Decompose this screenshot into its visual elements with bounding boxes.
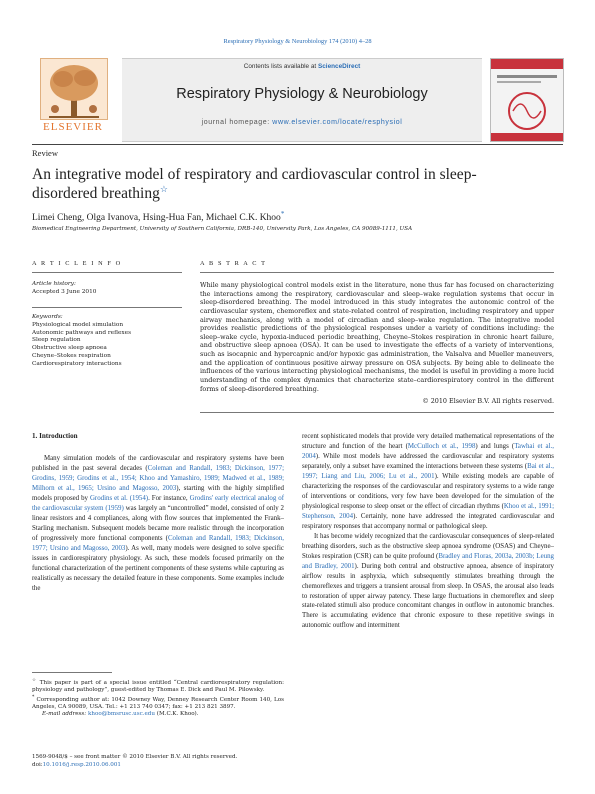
contents-line	[122, 63, 482, 70]
journal-masthead	[32, 58, 564, 142]
keyword-item: Autonomic pathways and reflexes	[32, 329, 132, 336]
copyright-line: © 2010 Elsevier B.V. All rights reserved.	[422, 397, 554, 406]
citation-link[interactable]: Tawhai et al., 2004	[302, 442, 554, 460]
article-title	[32, 165, 512, 204]
corresponding-author-mark[interactable]: *	[280, 210, 285, 218]
text-run: ), starting with the highly simplified models proposed by	[32, 484, 285, 502]
text-run: ). During both central and obstructive apnoea, absence of inspiratory airflow results in asphyxia, which subsequently stimulates breathing through the chemoreflexes and triggers a transient arousal from sleep. In OSAS, the arousal also leads to restoration of upper airway patency. These large fluctuations in chemoreflex and sleep state-related stimuli also produce concomitant changes in outflow in autonomic branches. There is accumulating evidence that chronic exposure to these repetitive swings in autonomic outflow and intermittent	[302, 562, 554, 630]
abstract-bottom-rule	[200, 412, 554, 413]
journal-title: Respiratory Physiology & Neurobiology	[176, 86, 428, 102]
footnotes	[32, 672, 284, 719]
elsevier-tree-icon	[40, 58, 108, 120]
email-label: E-mail address:	[42, 711, 88, 718]
citation-link[interactable]: Khoo et al., 1991; Stephenson, 2004	[302, 502, 554, 520]
text-run: ). Certainly, none have addressed the integrated cardiovascular and respiratory responses that accompany normal or pathological sleep.	[302, 512, 555, 530]
running-header[interactable]: Respiratory Physiology & Neurobiology 174 (2010) 4–28	[223, 38, 372, 45]
doi-line	[32, 762, 237, 770]
publisher-name: ELSEVIER	[43, 121, 103, 133]
citation-link[interactable]: Bai et al., 1997; Liang and Liu, 2006; Lu et al., 2001	[302, 462, 555, 480]
accepted-date: Accepted 3 June 2010	[32, 288, 97, 295]
section-heading: 1. Introduction	[32, 432, 78, 440]
keywords-rule	[32, 307, 182, 308]
homepage-line	[122, 119, 482, 126]
paragraph	[302, 532, 554, 632]
text-run: . For instance,	[148, 494, 190, 502]
article-info-panel	[32, 260, 182, 369]
citation-link[interactable]: Bradley and Floras, 2003a, 2003b; Leung and Bradley, 2001	[302, 552, 554, 570]
abstract-panel	[200, 260, 554, 413]
text-run: ). As well, many models were designed to solve specific issues in cardiorespiratory physiology. As such, these models focused primarily on the functional characterization of the pertinent components of these systems while capturing as realistically as necessary the detailed feature in these components. Some examples include the	[32, 544, 284, 592]
body-column-left	[32, 432, 284, 594]
footnote-text: Corresponding author at: 1042 Downey Way, Denney Research Center Room 140, Los Angeles, CA 90089, USA. Tel.: +1 213 740 0347; fax: +1 213 821 3897.	[32, 696, 285, 710]
article-info-heading: A R T I C L E I N F O	[32, 260, 122, 267]
elsevier-logo[interactable]	[32, 58, 114, 138]
issn-line: 1569-9048/$ – see front matter © 2010 Elsevier B.V. All rights reserved.	[32, 754, 238, 760]
abstract-heading: A B S T R A C T	[200, 260, 267, 267]
footnote-corresponding	[32, 695, 284, 712]
citation-link[interactable]: Grodins' early electrical analog of the cardiovascular system (1959)	[32, 494, 284, 512]
text-run: Many simulation models of the cardiovascular and respiratory systems have been published in the past several decades (	[32, 455, 284, 472]
citation-link[interactable]: Coleman and Randall, 1983; Dickinson, 1977; Ursino and Magosso, 2003	[32, 534, 284, 552]
sciencedirect-link[interactable]: ScienceDirect	[317, 63, 361, 70]
abstract-rule	[200, 272, 554, 273]
keyword-item: Obstructive sleep apnoea	[32, 345, 107, 352]
header-rule	[32, 144, 563, 145]
masthead-band	[122, 58, 482, 142]
homepage-url-link[interactable]: www.elsevier.com/locate/resphysiol	[272, 119, 403, 126]
text-run: ) and lungs (	[475, 442, 515, 450]
footnote-mark: ☆	[32, 678, 38, 683]
citation-link[interactable]: Grodins et al. (1954)	[89, 494, 149, 502]
paragraph	[32, 454, 284, 594]
contents-prefix: Contents lists available at	[243, 63, 318, 70]
text-run: ). While existing models are capable of characterizing the responses of the cardiovascular and respiratory systems to a wide range of interventions or conditions, very few have been developed for the simulation of the physiological response to sleep onset or the effect of circadian rhythms (	[302, 472, 555, 510]
text-run: ). While most models have addressed the cardiovascular and respiratory systems separately, only a subset have examined the interactions between these systems (	[302, 452, 554, 470]
email-link[interactable]: khoo@bmsrusc.usc.edu	[87, 711, 155, 718]
keyword-item: Sleep regulation	[32, 337, 81, 344]
article-type: Review	[32, 148, 58, 158]
history-label: Article history:	[32, 281, 76, 287]
footnote-text: This paper is part of a special issue entitled “Central cardiorespiratory regulation: physiology and pathology”, guest-edited by Thomas E. Dick and Paul M. Pilowsky.	[32, 679, 284, 694]
footnote-mark: *	[32, 694, 35, 700]
article-info-rule	[32, 272, 182, 273]
keywords-label: Keywords:	[32, 313, 63, 320]
keyword-item: Cheyne–Stokes respiration	[32, 353, 111, 360]
author-names: Limei Cheng, Olga Ivanova, Hsing-Hua Fan, Michael C.K. Khoo	[32, 213, 281, 224]
doi-link[interactable]: 10.1016/j.resp.2010.06.001	[42, 761, 121, 768]
email-suffix: (M.C.K. Khoo).	[154, 711, 199, 718]
footnote-email	[32, 711, 284, 718]
author-list	[32, 210, 284, 223]
paragraph	[302, 432, 554, 532]
keyword-item: Physiological model simulation	[32, 321, 124, 328]
abstract-text: While many physiological control models exist in the literature, none thus far has focused on characterizing the interactions among the respiratory, cardiovascular and sleep–wake regulation systems that occur in sleep-disordered breathing. The model introduced in this study integrates the autonomic control of the cardiovascular system, chemoreflex and state-related control of respiration, including respiratory and upper airway mechanics, along with a model of circadian and sleep–wake regulation. The integrative model provides realistic predictions of the physiological responses under a variety of conditions including: the sleep–wake cycle, hypoxia-induced periodic breathing, Cheyne–Stokes respiration in chronic heart failure, and obstructive sleep apnoea (OSA). It can be used to investigate the effects of a variety of interventions, such as isocapnic and hypercapnic and/or hypoxic gas administration, the Valsalva and Mueller maneuvers, and the application of continuous positive airway pressure on OSA subjects. By being able to delineate the influences of the various interacting physiological mechanisms, the model is useful in providing a more lucid understanding of the complex dynamics that characterize state–cardiorespiratory control in the different forms of sleep-disordered breathing.	[200, 281, 554, 393]
journal-cover-thumbnail[interactable]	[490, 58, 564, 142]
bottom-info	[32, 754, 237, 769]
text-run: recent sophisticated models that provide very detailed mathematical representations of the structure and function of the heart (	[302, 433, 554, 450]
citation-link[interactable]: McCulloch et al., 1998	[407, 442, 476, 450]
text-run: It has become widely recognized that the cardiovascular consequences of sleep-related breathing disorders, such as the obstructive sleep apnoea syndrome (OSAS) and Cheyne–Stokes respiration (CSR) can be quite profound (	[302, 532, 554, 560]
footnote-rule	[32, 672, 112, 673]
article-title-text: An integrative model of respiratory and cardiovascular control in sleep-disordered breathing	[32, 166, 477, 203]
text-run: was largely an “uncontrolled” model, consisted of only 2 linear resistors and 4 compliances, along with flow sources that implemented the Frank–Starling mechanism. Subsequent models became more realistic through the incorporation of progressively more functional components (	[32, 504, 284, 542]
keyword-item: Cardiorespiratory interactions	[32, 361, 122, 367]
body-column-right	[302, 432, 554, 631]
citation-link[interactable]: Coleman and Randall, 1983; Dickinson, 1977; Grodins, 1959; Grodins et al., 1954; Khoo and Yamashiro, 1989; Madwed et al., 1989; Milhorn et al., 1965; Ursino and Magosso, 2003	[32, 464, 284, 492]
doi-prefix: doi:	[32, 761, 43, 768]
title-footnote-mark[interactable]: ☆	[159, 184, 168, 195]
homepage-prefix: journal homepage:	[201, 119, 273, 126]
affiliation: Biomedical Engineering Department, University of Southern California, DRB-140, University Park, Los Angeles, CA 90089-1111, USA	[32, 226, 413, 232]
footnote-special-issue	[32, 678, 284, 695]
